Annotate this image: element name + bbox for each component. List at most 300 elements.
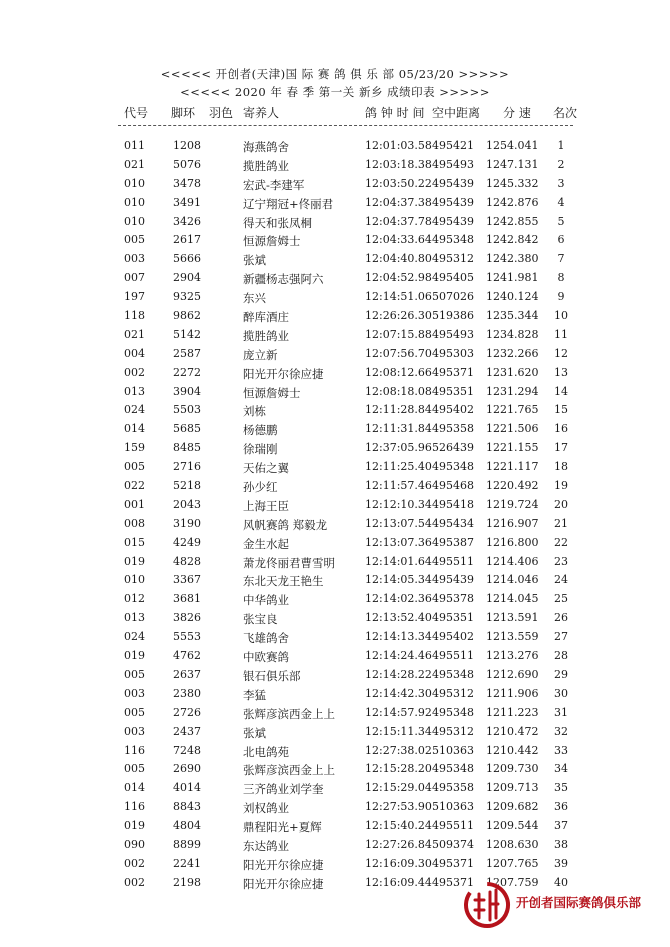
cell-speed: 1242.876 <box>486 195 539 209</box>
cell-time: 12:04:33.64 <box>365 233 432 247</box>
cell-ring: 5142 <box>173 327 201 341</box>
cell-ring: 9325 <box>173 290 201 304</box>
cell-time: 12:14:02.36 <box>365 592 432 606</box>
cell-owner: 天佑之翼 <box>243 461 289 476</box>
table-row <box>0 838 670 857</box>
header-divider <box>118 125 573 126</box>
cell-speed: 1240.124 <box>486 290 539 304</box>
table-row <box>0 328 670 347</box>
cell-ring: 2043 <box>173 497 201 511</box>
cell-rank: 14 <box>554 384 568 398</box>
cell-owner: 东兴 <box>243 291 266 306</box>
cell-ring: 2241 <box>173 856 201 870</box>
cell-dist: 495434 <box>432 516 474 530</box>
cell-ring: 9862 <box>173 309 201 323</box>
cell-ring: 4249 <box>173 535 201 549</box>
cell-owner: 李猛 <box>243 687 266 702</box>
table-row <box>0 555 670 574</box>
cell-code: 003 <box>124 724 145 738</box>
cell-rank: 25 <box>554 592 568 606</box>
cell-speed: 1213.591 <box>486 611 539 625</box>
header-time: 鸽 钟 时 间 <box>365 106 425 120</box>
cell-owner: 中华鸽业 <box>243 593 289 608</box>
table-row <box>0 876 670 895</box>
cell-time: 12:15:29.04 <box>365 781 432 795</box>
cell-speed: 1231.620 <box>486 365 539 379</box>
cell-owner: 张宝良 <box>243 612 278 627</box>
cell-dist: 495402 <box>432 630 474 644</box>
cell-speed: 1254.041 <box>486 139 539 152</box>
cell-rank: 20 <box>554 497 568 511</box>
cell-ring: 5076 <box>173 157 201 171</box>
table-row <box>0 706 670 725</box>
cell-owner: 醉库酒庄 <box>243 310 289 325</box>
cell-rank: 2 <box>557 157 565 171</box>
cell-time: 12:11:28.84 <box>365 403 432 417</box>
cell-time: 12:14:28.22 <box>365 667 432 681</box>
table-row <box>0 479 670 498</box>
cell-rank: 34 <box>554 762 568 776</box>
cell-code: 005 <box>124 705 145 719</box>
cell-dist: 519386 <box>432 309 474 323</box>
table-row <box>0 649 670 668</box>
table-row <box>0 177 670 196</box>
cell-code: 021 <box>124 327 145 341</box>
table-row <box>0 687 670 706</box>
cell-speed: 1213.559 <box>486 630 539 644</box>
cell-time: 12:14:05.34 <box>365 573 432 587</box>
cell-owner: 海燕鸽舍 <box>243 140 289 154</box>
cell-dist: 495387 <box>432 535 474 549</box>
cell-dist: 495371 <box>432 856 474 870</box>
cell-rank: 29 <box>554 667 568 681</box>
cell-code: 003 <box>124 686 145 700</box>
cell-owner: 揽胜鸽业 <box>243 158 289 173</box>
cell-ring: 2716 <box>173 460 201 474</box>
cell-code: 013 <box>124 384 145 398</box>
cell-ring: 2380 <box>173 686 201 700</box>
cell-ring: 3904 <box>173 384 201 398</box>
cell-ring: 4762 <box>173 649 201 663</box>
cell-ring: 7248 <box>173 743 201 757</box>
table-row <box>0 517 670 536</box>
header-ring: 脚环 <box>171 106 196 120</box>
cell-dist: 495312 <box>432 686 474 700</box>
cell-code: 014 <box>124 422 145 436</box>
cell-owner: 辽宁翔冠+佟丽君 <box>243 196 334 211</box>
cell-owner: 阳光开尔徐应捷 <box>243 366 324 381</box>
cell-owner: 宏武-李建军 <box>243 177 305 192</box>
cell-time: 12:03:18.38 <box>365 157 432 171</box>
cell-dist: 495371 <box>432 875 474 889</box>
cell-code: 005 <box>124 762 145 776</box>
cell-dist: 526439 <box>432 441 474 455</box>
cell-speed: 1242.842 <box>486 233 539 247</box>
cell-time: 12:03:50.22 <box>365 176 432 190</box>
table-row <box>0 158 670 177</box>
cell-dist: 495348 <box>432 762 474 776</box>
cell-speed: 1232.266 <box>486 346 539 360</box>
cell-rank: 17 <box>554 441 568 455</box>
cell-code: 197 <box>124 290 145 304</box>
cell-time: 12:14:42.30 <box>365 686 432 700</box>
cell-code: 014 <box>124 781 145 795</box>
cell-ring: 8843 <box>173 800 201 814</box>
cell-dist: 495468 <box>432 479 474 493</box>
cell-rank: 23 <box>554 554 568 568</box>
cell-ring: 2272 <box>173 365 201 379</box>
table-row <box>0 233 670 252</box>
cell-time: 12:07:56.70 <box>365 346 432 360</box>
cell-dist: 510363 <box>432 800 474 814</box>
cell-dist: 509374 <box>432 837 474 851</box>
table-row <box>0 498 670 517</box>
cell-ring: 2587 <box>173 346 201 360</box>
cell-speed: 1213.276 <box>486 649 539 663</box>
table-row <box>0 536 670 555</box>
cell-ring: 2198 <box>173 875 201 889</box>
cell-rank: 4 <box>557 195 565 209</box>
cell-rank: 16 <box>554 422 568 436</box>
table-row <box>0 819 670 838</box>
cell-ring: 3491 <box>173 195 201 209</box>
cell-dist: 495358 <box>432 422 474 436</box>
cell-code: 005 <box>124 233 145 247</box>
cell-ring: 3826 <box>173 611 201 625</box>
cell-time: 12:11:31.84 <box>365 422 432 436</box>
cell-dist: 510363 <box>432 743 474 757</box>
cell-dist: 495421 <box>432 139 474 152</box>
header-speed: 分 速 <box>503 106 531 120</box>
cell-speed: 1221.765 <box>486 403 539 417</box>
cell-ring: 2726 <box>173 705 201 719</box>
cell-speed: 1207.759 <box>486 875 539 889</box>
cell-dist: 495312 <box>432 252 474 266</box>
cell-owner: 鼎程阳光+夏辉 <box>243 820 322 835</box>
cell-speed: 1212.690 <box>486 667 539 681</box>
cell-dist: 495312 <box>432 724 474 738</box>
cell-code: 015 <box>124 535 145 549</box>
cell-speed: 1207.765 <box>486 856 539 870</box>
cell-rank: 28 <box>554 649 568 663</box>
cell-time: 12:08:18.08 <box>365 384 432 398</box>
cell-ring: 3681 <box>173 592 201 606</box>
table-row <box>0 668 670 687</box>
cell-ring: 5218 <box>173 479 201 493</box>
cell-dist: 495351 <box>432 384 474 398</box>
cell-dist: 495348 <box>432 233 474 247</box>
cell-time: 12:16:09.44 <box>365 875 432 889</box>
cell-ring: 2690 <box>173 762 201 776</box>
document-title: <<<<< 开创者(天津)国 际 赛 鸽 俱 乐 部 05/23/20 >>>>> <box>160 67 510 81</box>
cell-time: 12:26:26.30 <box>365 309 432 323</box>
cell-ring: 4014 <box>173 781 201 795</box>
table-row <box>0 592 670 611</box>
cell-ring: 5666 <box>173 252 201 266</box>
cell-rank: 27 <box>554 630 568 644</box>
cell-owner: 庞立新 <box>243 347 278 362</box>
table-row <box>0 271 670 290</box>
cell-speed: 1220.492 <box>486 479 539 493</box>
cell-code: 010 <box>124 214 145 228</box>
cell-time: 12:11:57.46 <box>365 479 432 493</box>
cell-time: 12:13:07.54 <box>365 516 432 530</box>
cell-code: 116 <box>124 743 145 757</box>
cell-rank: 5 <box>557 214 565 228</box>
cell-owner: 阳光开尔徐应捷 <box>243 857 324 872</box>
cell-ring: 8485 <box>173 441 201 455</box>
cell-rank: 32 <box>554 724 568 738</box>
cell-ring: 1208 <box>173 139 201 152</box>
cell-time: 12:12:10.34 <box>365 497 432 511</box>
cell-rank: 30 <box>554 686 568 700</box>
cell-code: 001 <box>124 497 145 511</box>
cell-time: 12:14:24.46 <box>365 649 432 663</box>
cell-dist: 495493 <box>432 327 474 341</box>
table-row <box>0 252 670 271</box>
cell-time: 12:14:51.06 <box>365 290 432 304</box>
cell-code: 019 <box>124 819 145 833</box>
table-row <box>0 403 670 422</box>
cell-owner: 刘权鸽业 <box>243 801 289 816</box>
document-subtitle: <<<<< 2020 年 春 季 第一关 新乡 成绩印表 >>>>> <box>180 85 490 99</box>
table-row <box>0 290 670 309</box>
cell-speed: 1216.800 <box>486 535 539 549</box>
cell-code: 010 <box>124 176 145 190</box>
cell-owner: 刘栋 <box>243 404 266 419</box>
results-table <box>0 139 670 895</box>
header-color: 羽色 <box>209 106 234 120</box>
cell-time: 12:27:53.90 <box>365 800 432 814</box>
cell-code: 002 <box>124 365 145 379</box>
cell-owner: 北电鸽苑 <box>243 744 289 759</box>
cell-dist: 507026 <box>432 290 474 304</box>
cell-rank: 26 <box>554 611 568 625</box>
cell-dist: 495493 <box>432 157 474 171</box>
cell-speed: 1209.544 <box>486 819 539 833</box>
cell-owner: 中欧赛鸽 <box>243 650 289 665</box>
table-row <box>0 422 670 441</box>
cell-time: 12:13:52.40 <box>365 611 432 625</box>
cell-ring: 8899 <box>173 837 201 851</box>
cell-ring: 2637 <box>173 667 201 681</box>
cell-rank: 22 <box>554 535 568 549</box>
table-row <box>0 347 670 366</box>
cell-rank: 13 <box>554 365 568 379</box>
table-row <box>0 781 670 800</box>
cell-ring: 3190 <box>173 516 201 530</box>
cell-dist: 495511 <box>432 554 474 568</box>
cell-code: 116 <box>124 800 145 814</box>
cell-ring: 2904 <box>173 271 201 285</box>
cell-time: 12:08:12.66 <box>365 365 432 379</box>
cell-rank: 31 <box>554 705 568 719</box>
cell-code: 003 <box>124 252 145 266</box>
cell-ring: 2437 <box>173 724 201 738</box>
cell-speed: 1209.713 <box>486 781 539 795</box>
table-row <box>0 630 670 649</box>
table-row <box>0 460 670 479</box>
table-row <box>0 139 670 158</box>
cell-ring: 3367 <box>173 573 201 587</box>
cell-dist: 495371 <box>432 365 474 379</box>
cell-time: 12:04:40.80 <box>365 252 432 266</box>
club-logo-icon <box>462 880 512 930</box>
cell-owner: 张辉彦滨西金上上 <box>243 706 335 721</box>
cell-speed: 1210.442 <box>486 743 539 757</box>
cell-code: 159 <box>124 441 145 455</box>
cell-ring: 5503 <box>173 403 201 417</box>
cell-time: 12:14:01.64 <box>365 554 432 568</box>
cell-rank: 18 <box>554 460 568 474</box>
cell-speed: 1231.294 <box>486 384 539 398</box>
cell-owner: 萧龙佟丽君曹雪明 <box>243 555 335 570</box>
cell-rank: 36 <box>554 800 568 814</box>
cell-code: 008 <box>124 516 145 530</box>
cell-owner: 阳光开尔徐应捷 <box>243 876 324 891</box>
cell-speed: 1214.046 <box>486 573 539 587</box>
cell-rank: 10 <box>554 309 568 323</box>
cell-code: 013 <box>124 611 145 625</box>
cell-code: 010 <box>124 195 145 209</box>
cell-owner: 东北天龙王艳生 <box>243 574 324 589</box>
cell-time: 12:27:38.02 <box>365 743 432 757</box>
cell-rank: 24 <box>554 573 568 587</box>
table-row <box>0 196 670 215</box>
cell-rank: 3 <box>557 176 565 190</box>
cell-dist: 495439 <box>432 573 474 587</box>
cell-owner: 揽胜鸽业 <box>243 328 289 343</box>
cell-code: 002 <box>124 856 145 870</box>
cell-ring: 4804 <box>173 819 201 833</box>
cell-owner: 银石俱乐部 <box>243 668 301 683</box>
cell-rank: 19 <box>554 479 568 493</box>
cell-code: 090 <box>124 837 145 851</box>
cell-code: 019 <box>124 554 145 568</box>
cell-time: 12:11:25.40 <box>365 460 432 474</box>
cell-speed: 1241.981 <box>486 271 539 285</box>
cell-rank: 8 <box>557 271 565 285</box>
cell-code: 011 <box>124 139 145 152</box>
cell-owner: 风帆赛鸽 郑毅龙 <box>243 517 328 532</box>
cell-owner: 三齐鸽业刘学奎 <box>243 782 324 797</box>
cell-speed: 1242.380 <box>486 252 539 266</box>
cell-rank: 12 <box>554 346 568 360</box>
cell-speed: 1211.906 <box>486 686 539 700</box>
cell-dist: 495348 <box>432 667 474 681</box>
table-row <box>0 857 670 876</box>
cell-dist: 495418 <box>432 497 474 511</box>
cell-speed: 1214.045 <box>486 592 539 606</box>
cell-speed: 1209.730 <box>486 762 539 776</box>
cell-dist: 495351 <box>432 611 474 625</box>
cell-dist: 495439 <box>432 195 474 209</box>
cell-ring: 3426 <box>173 214 201 228</box>
table-row <box>0 762 670 781</box>
cell-rank: 35 <box>554 781 568 795</box>
cell-owner: 恒源詹姆士 <box>243 385 301 400</box>
cell-dist: 495358 <box>432 781 474 795</box>
cell-dist: 495348 <box>432 705 474 719</box>
cell-time: 12:04:37.38 <box>365 195 432 209</box>
cell-rank: 7 <box>557 252 565 266</box>
cell-speed: 1245.332 <box>486 176 539 190</box>
cell-owner: 上海王臣 <box>243 498 289 513</box>
cell-rank: 39 <box>554 856 568 870</box>
cell-rank: 40 <box>554 875 568 889</box>
cell-rank: 38 <box>554 837 568 851</box>
header-code: 代号 <box>124 106 149 120</box>
cell-dist: 495511 <box>432 649 474 663</box>
table-row <box>0 309 670 328</box>
cell-ring: 2617 <box>173 233 201 247</box>
cell-time: 12:27:26.84 <box>365 837 432 851</box>
cell-dist: 495439 <box>432 176 474 190</box>
cell-owner: 张斌 <box>243 253 266 268</box>
club-logo-text: 开创者国际赛鸽俱乐部 <box>516 895 642 910</box>
cell-dist: 495511 <box>432 819 474 833</box>
cell-speed: 1208.630 <box>486 837 539 851</box>
table-row <box>0 725 670 744</box>
cell-time: 12:04:37.78 <box>365 214 432 228</box>
header-distance: 空中距离 <box>432 106 481 120</box>
cell-speed: 1210.472 <box>486 724 539 738</box>
table-row <box>0 744 670 763</box>
cell-dist: 495405 <box>432 271 474 285</box>
cell-speed: 1214.406 <box>486 554 539 568</box>
cell-speed: 1247.131 <box>486 157 539 171</box>
table-header <box>0 104 670 120</box>
cell-rank: 15 <box>554 403 568 417</box>
cell-ring: 5685 <box>173 422 201 436</box>
cell-speed: 1219.724 <box>486 497 539 511</box>
cell-code: 024 <box>124 403 145 417</box>
cell-time: 12:16:09.30 <box>365 856 432 870</box>
cell-owner: 张斌 <box>243 725 266 740</box>
cell-time: 12:07:15.88 <box>365 327 432 341</box>
cell-time: 12:14:57.92 <box>365 705 432 719</box>
cell-code: 004 <box>124 346 145 360</box>
cell-owner: 徐瑞刚 <box>243 442 278 457</box>
cell-owner: 金生水起 <box>243 536 289 551</box>
cell-rank: 6 <box>557 233 565 247</box>
cell-speed: 1234.828 <box>486 327 539 341</box>
cell-rank: 37 <box>554 819 568 833</box>
cell-code: 005 <box>124 667 145 681</box>
cell-owner: 孙少红 <box>243 480 278 495</box>
cell-code: 118 <box>124 309 145 323</box>
cell-time: 12:15:40.24 <box>365 819 432 833</box>
cell-dist: 495439 <box>432 214 474 228</box>
cell-owner: 东达鸽业 <box>243 838 289 853</box>
cell-ring: 5553 <box>173 630 201 644</box>
cell-rank: 1 <box>557 139 565 152</box>
cell-speed: 1211.223 <box>486 705 539 719</box>
cell-code: 002 <box>124 875 145 889</box>
cell-time: 12:04:52.98 <box>365 271 432 285</box>
cell-rank: 21 <box>554 516 568 530</box>
cell-owner: 得天和张凤桐 <box>243 215 312 230</box>
cell-owner: 新疆杨志强阿六 <box>243 272 324 287</box>
cell-speed: 1221.155 <box>486 441 539 455</box>
table-row <box>0 611 670 630</box>
cell-speed: 1221.506 <box>486 422 539 436</box>
cell-code: 021 <box>124 157 145 171</box>
cell-code: 022 <box>124 479 145 493</box>
cell-code: 010 <box>124 573 145 587</box>
table-row <box>0 441 670 460</box>
table-row <box>0 800 670 819</box>
